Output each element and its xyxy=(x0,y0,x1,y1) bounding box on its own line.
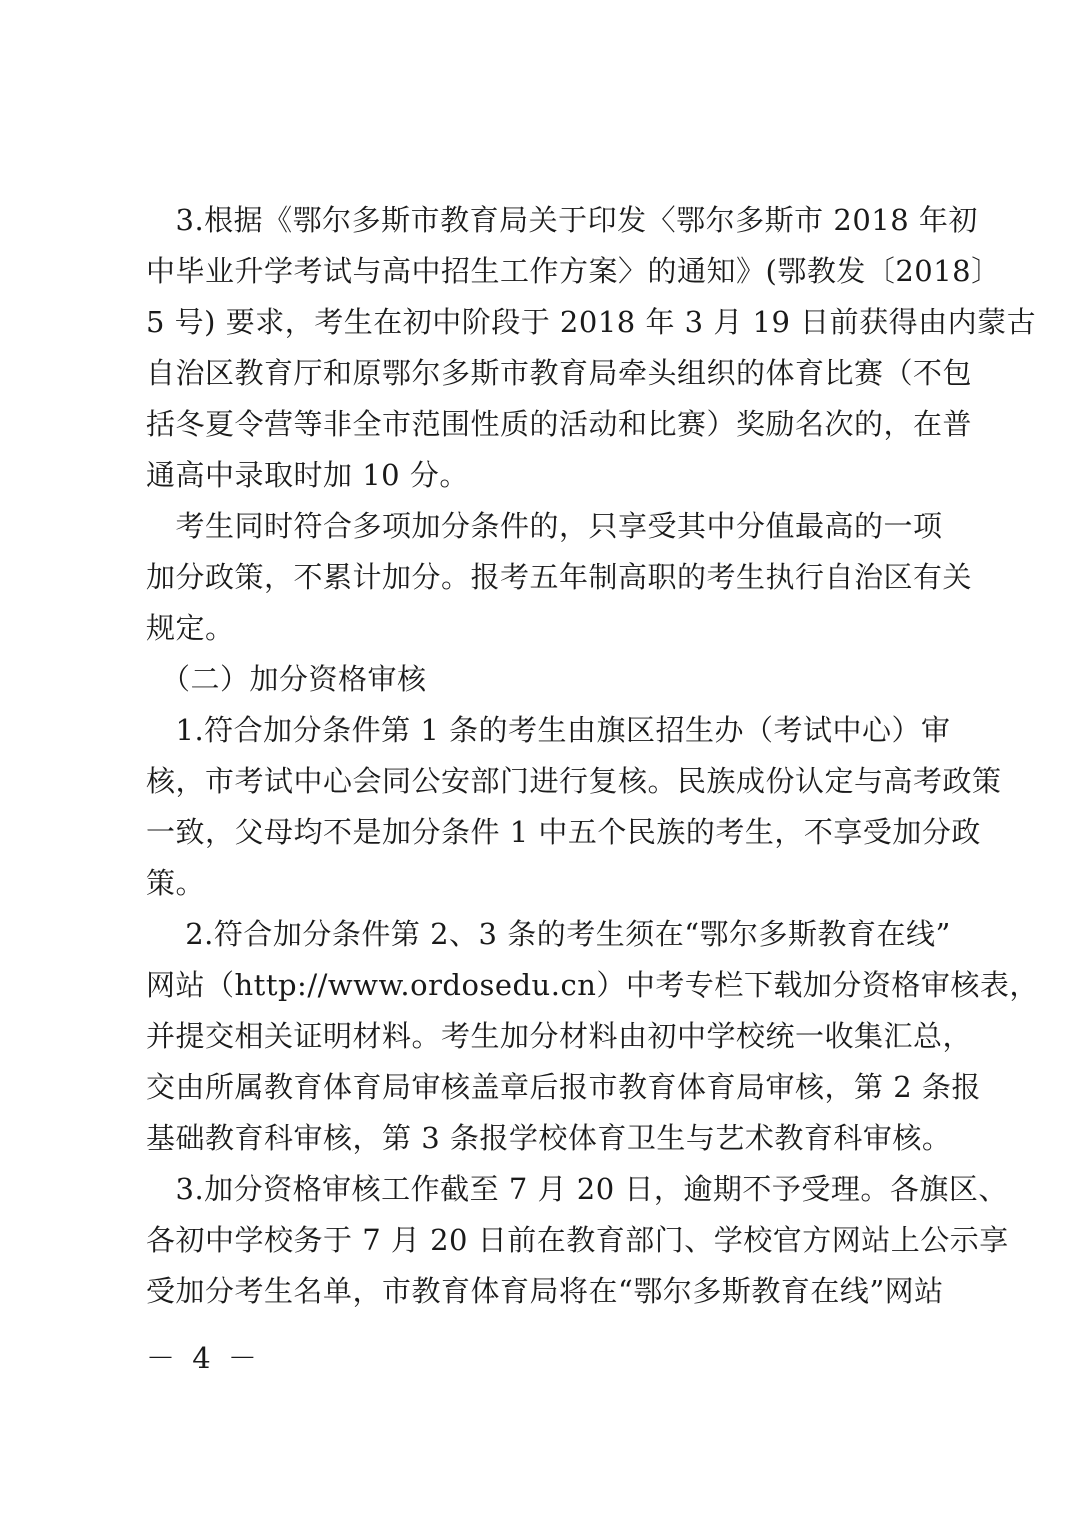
text-line: 规定。 xyxy=(146,611,235,645)
text-line: 网站（http://www.ordosedu.cn）中考专栏下载加分资格审核表， xyxy=(146,968,1039,1002)
text-line: 中毕业升学考试与高中招生工作方案〉的通知》(鄂教发〔2018〕 xyxy=(146,254,1001,288)
text-line: 受加分考生名单，市教育体育局将在“鄂尔多斯教育在线”网站 xyxy=(146,1274,944,1308)
text-line: 交由所属教育体育局审核盖章后报市教育体育局审核，第 2 条报 xyxy=(146,1070,981,1104)
page-number: － 4 － xyxy=(146,1341,261,1375)
text-line: 3.加分资格审核工作截至 7 月 20 日，逾期不予受理。各旗区、 xyxy=(146,1172,1008,1206)
text-line: 通高中录取时加 10 分。 xyxy=(146,458,469,492)
text-line: 考生同时符合多项加分条件的，只享受其中分值最高的一项 xyxy=(146,509,943,543)
text-line: 基础教育科审核，第 3 条报学校体育卫生与艺术教育科审核。 xyxy=(146,1121,952,1155)
text-line: 并提交相关证明材料。考生加分材料由初中学校统一收集汇总， xyxy=(146,1019,973,1053)
text-line: 5 号) 要求，考生在初中阶段于 2018 年 3 月 19 日前获得由内蒙古 xyxy=(146,305,1037,339)
text-line: 1.符合加分条件第 1 条的考生由旗区招生办（考试中心）审 xyxy=(146,713,951,747)
text-line: 一致，父母均不是加分条件 1 中五个民族的考生，不享受加分政 xyxy=(146,815,981,849)
text-line: 括冬夏令营等非全市范围性质的活动和比赛）奖励名次的，在普 xyxy=(146,407,973,441)
text-line: 2.符合加分条件第 2、3 条的考生须在“鄂尔多斯教育在线” xyxy=(146,917,951,951)
text-line: 策。 xyxy=(146,866,206,900)
text-line: 自治区教育厅和原鄂尔多斯市教育局牵头组织的体育比赛（不包 xyxy=(146,356,973,390)
text-line: 核，市考试中心会同公安部门进行复核。民族成份认定与高考政策 xyxy=(146,764,1002,798)
text-line: 加分政策，不累计加分。报考五年制高职的考生执行自治区有关 xyxy=(146,560,973,594)
text-line: 3.根据《鄂尔多斯市教育局关于印发〈鄂尔多斯市 2018 年初 xyxy=(146,203,978,237)
section-heading: （二）加分资格审核 xyxy=(146,662,427,696)
text-line: 各初中学校务于 7 月 20 日前在教育部门、学校官方网站上公示享 xyxy=(146,1223,1009,1257)
